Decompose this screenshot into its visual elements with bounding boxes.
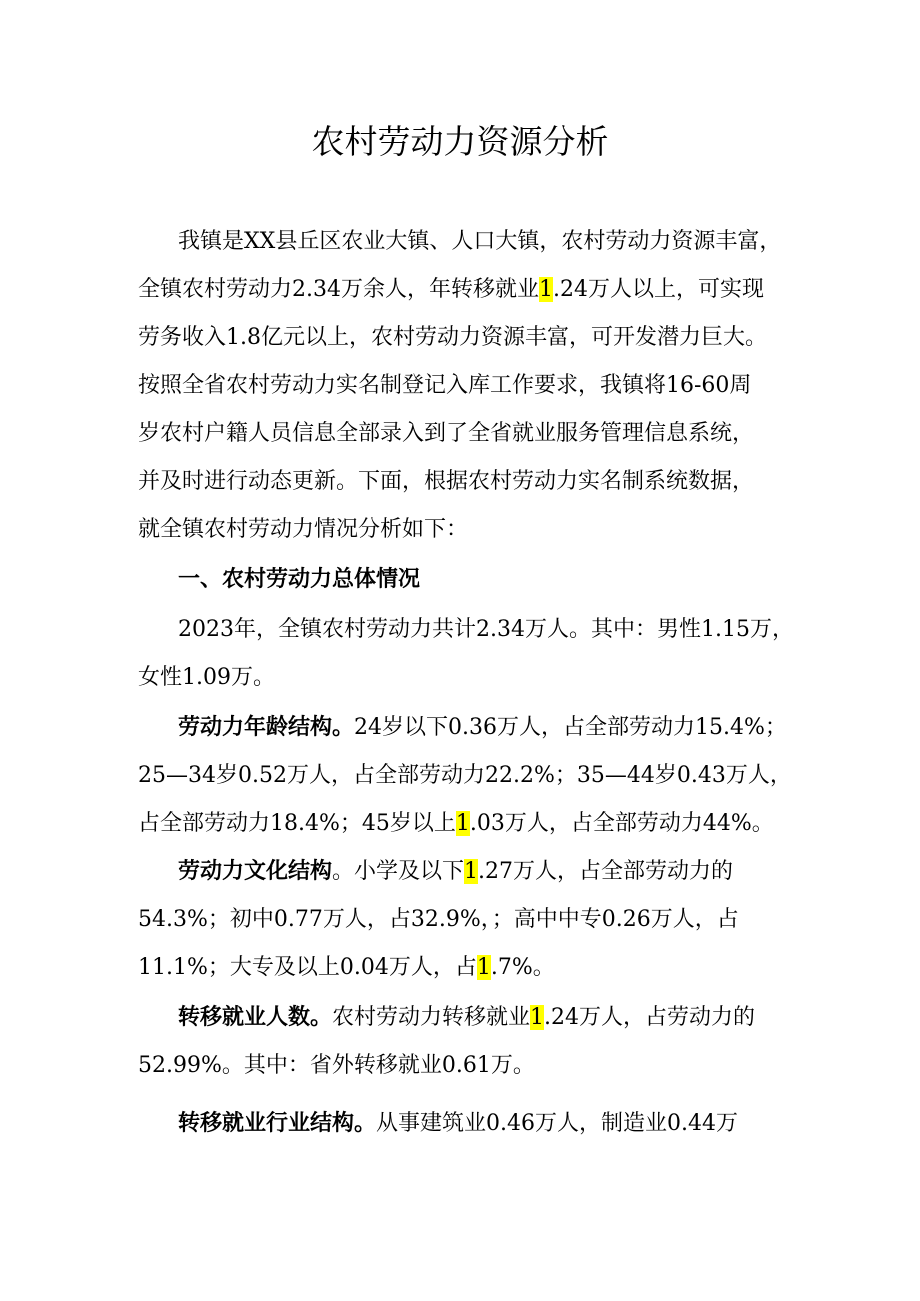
intro-line-1: 我镇是XX县丘区农业大镇、人口大镇，农村劳动力资源丰富， (178, 229, 782, 254)
document-title: 农村劳动力资源分析 (311, 122, 609, 161)
highlight-mark: 1 (530, 1005, 545, 1030)
industry-lead: 转移就业行业结构。 (178, 1111, 377, 1136)
intro-line-4: 按照全省农村劳动力实名制登记入库工作要求，我镇将16-60周 (138, 373, 752, 398)
age-line-3: 占全部劳动力18.4%；45岁以上1.03万人，占全部劳动力44%。 (138, 811, 774, 836)
intro-line-3: 劳务收入1.8亿元以上，农村劳动力资源丰富，可开发潜力巨大。 (138, 325, 767, 350)
intro-line-5: 岁农村户籍人员信息全部录入到了全省就业服务管理信息系统， (138, 421, 755, 446)
age-lead: 劳动力年龄结构。 (178, 715, 355, 740)
age-line-2: 25—34岁0.52万人，占全部劳动力22.2%；35—44岁0.43万人， (138, 763, 792, 788)
overall-line-1: 2023年，全镇农村劳动力共计2.34万人。其中：男性1.15万， (178, 617, 794, 642)
highlight-mark: 1 (455, 811, 470, 836)
section-heading: 一、农村劳动力总体情况 (178, 567, 421, 592)
transfer-line-2: 52.99%。其中：省外转移就业0.61万。 (138, 1053, 535, 1078)
industry-line-1: 转移就业行业结构。从事建筑业0.46万人，制造业0.44万 (178, 1111, 738, 1136)
education-lead: 劳动力文化结构 (178, 859, 333, 884)
highlight-mark: 1 (476, 955, 491, 980)
intro-line-2: 全镇农村劳动力2.34万余人，年转移就业1.24万人以上，可实现 (138, 277, 764, 302)
education-line-1: 劳动力文化结构。小学及以下1.27万人，占全部劳动力的 (178, 859, 734, 884)
education-line-2: 54.3%；初中0.77万人，占32.9%，；高中中专0.26万人，占 (138, 907, 739, 932)
highlight-mark: 1 (464, 859, 479, 884)
intro-line-6: 并及时进行动态更新。下面，根据农村劳动力实名制系统数据， (138, 469, 755, 494)
transfer-line-1: 转移就业人数。农村劳动力转移就业1.24万人，占劳动力的 (178, 1005, 756, 1030)
intro-line-7: 就全镇农村劳动力情况分析如下： (138, 517, 469, 542)
transfer-lead: 转移就业人数。 (178, 1005, 333, 1030)
education-line-3: 11.1%；大专及以上0.04万人，占1.7%。 (138, 955, 555, 980)
highlight-mark: 1 (539, 277, 553, 302)
overall-line-2: 女性1.09万。 (138, 665, 275, 690)
age-line-1: 劳动力年龄结构。24岁以下0.36万人，占全部劳动力15.4%； (178, 715, 787, 740)
